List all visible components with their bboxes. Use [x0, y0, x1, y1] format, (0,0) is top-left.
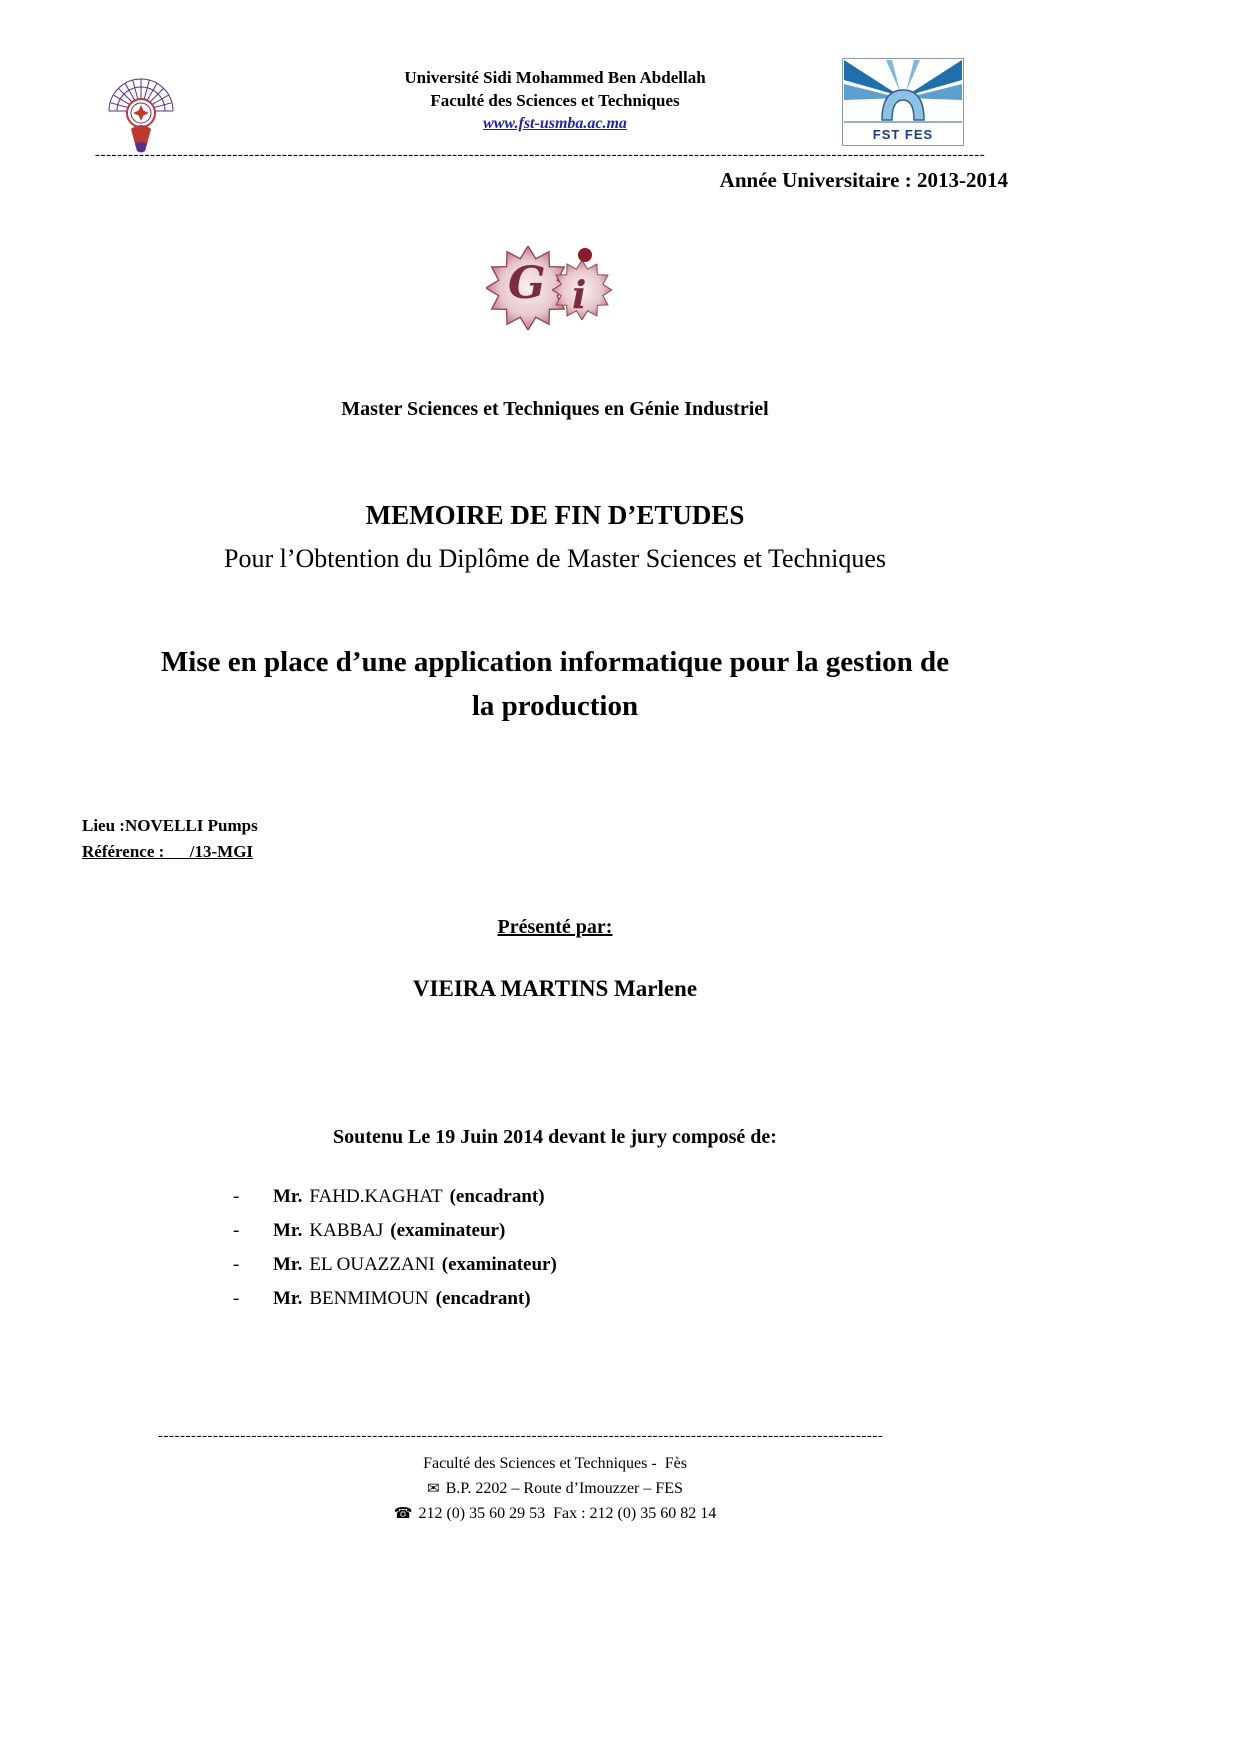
jury-member-role: (encadrant) — [449, 1186, 545, 1207]
fst-fes-logo-label: FST FES — [872, 127, 934, 142]
jury-member-title: Mr. — [273, 1254, 303, 1275]
footer-address-line — [0, 1476, 1110, 1501]
footer-phones: 212 (0) 35 60 29 53 Fax : 212 (0) 35 60 82 14 — [418, 1505, 717, 1522]
location-line: Lieu :NOVELLI Pumps — [82, 816, 258, 835]
footer-address: B.P. 2202 – Route d’Imouzzer – FES — [445, 1480, 683, 1497]
website-link[interactable]: www.fst-usmba.ac.ma — [483, 115, 627, 132]
jury-bullet: - — [233, 1220, 240, 1241]
presented-by-label: Présenté par: — [497, 916, 613, 938]
jury-member-row — [233, 1186, 557, 1208]
gi-letter-g: G — [508, 258, 546, 309]
university-name: Université Sidi Mohammed Ben Abdellah — [404, 68, 706, 87]
jury-list — [233, 1186, 557, 1322]
jury-member-role: (encadrant) — [435, 1288, 531, 1309]
jury-member-title: Mr. — [273, 1186, 303, 1207]
mail-icon: ✉ — [427, 1479, 440, 1497]
thesis-title: Mise en place d’une application informatique pour la gestion de la production — [160, 646, 950, 722]
faculty-name: Faculté des Sciences et Techniques — [430, 91, 680, 110]
jury-member-row — [233, 1288, 557, 1310]
academic-year: Année Universitaire : 2013-2014 — [719, 168, 1008, 192]
jury-member-name: KABBAJ — [309, 1220, 384, 1241]
program-title: Master Sciences et Techniques en Génie Industriel — [341, 398, 769, 420]
jury-bullet: - — [233, 1288, 240, 1309]
jury-member-row — [233, 1254, 557, 1276]
footer-divider: ------------------------------------------------------------------------------------------------------------------------------------ — [158, 1428, 884, 1444]
gi-letter-i: i — [572, 272, 587, 317]
jury-bullet: - — [233, 1186, 240, 1207]
phone-icon: ☎ — [393, 1504, 413, 1522]
jury-member-name: FAHD.KAGHAT — [309, 1186, 443, 1207]
memoire-subtitle: Pour l’Obtention du Diplôme de Master Sciences et Techniques — [224, 544, 886, 573]
author-name: VIEIRA MARTINS Marlene — [412, 976, 698, 1001]
jury-member-name: BENMIMOUN — [309, 1288, 429, 1309]
header-divider: ------------------------------------------------------------------------------------------------------------------------------------------------------------------ — [95, 147, 986, 163]
jury-bullet: - — [233, 1254, 240, 1275]
memoire-title: MEMOIRE DE FIN D’ETUDES — [365, 500, 745, 530]
gi-dot-icon — [578, 248, 592, 262]
fst-fes-logo — [842, 58, 964, 146]
jury-member-title: Mr. — [273, 1220, 303, 1241]
jury-member-row — [233, 1220, 557, 1242]
footer-block — [0, 1452, 1110, 1526]
jury-member-role: (examinateur) — [441, 1254, 557, 1275]
footer-faculty-line: Faculté des Sciences et Techniques - Fès — [423, 1455, 687, 1472]
jury-member-title: Mr. — [273, 1288, 303, 1309]
gi-logo — [478, 230, 638, 345]
jury-member-role: (examinateur) — [390, 1220, 506, 1241]
defense-line: Soutenu Le 19 Juin 2014 devant le jury composé de: — [333, 1126, 777, 1148]
thesis-title-block — [0, 640, 1110, 728]
reference-line: Référence : /13-MGI — [82, 842, 254, 861]
footer-phone-line — [0, 1501, 1110, 1526]
jury-member-name: EL OUAZZANI — [309, 1254, 435, 1275]
